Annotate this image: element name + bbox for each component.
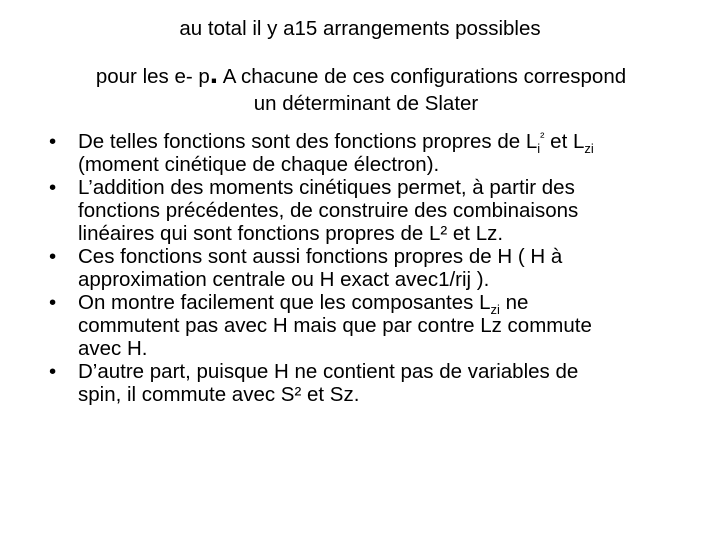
bullet-item-4	[0, 291, 700, 360]
bullet-item-2	[0, 176, 700, 245]
bullet-item-1	[0, 130, 700, 176]
bullet-4-line-1	[78, 291, 700, 317]
superscript-2: ²	[540, 129, 545, 144]
bullet-item-5	[0, 360, 700, 406]
intro-paragraph	[0, 57, 720, 117]
bullet-3-line-2: approximation centrale ou H exact avec1/rij ).	[78, 268, 490, 291]
subscript-zi: zi	[490, 302, 500, 317]
bullet-4-line-3: avec H.	[78, 337, 148, 360]
bullet-2-line-2: fonctions précédentes, de construire des combinaisons	[78, 199, 579, 222]
bullet-5-line-1: D’autre part, puisque H ne contient pas de variables de	[78, 360, 579, 383]
intro-rest: A chacune de ces configurations correspond	[218, 65, 627, 88]
bullet-4-text-b: ne	[499, 291, 529, 314]
bullet-2-line-1: L’addition des moments cinétiques permet, à partir des	[78, 176, 575, 199]
bullet-4-line-2: commutent pas avec H mais que par contre Lz commute	[78, 314, 592, 337]
intro-line-1	[0, 57, 720, 90]
bullet-2-line-3: linéaires qui sont fonctions propres de L² et Lz.	[78, 222, 504, 245]
subscript-i: i	[537, 141, 541, 156]
bullet-1-text-b: et L	[544, 130, 585, 153]
bullet-marker: •	[49, 176, 57, 199]
bullet-item-3	[0, 245, 700, 291]
bullet-1-line-2: (moment cinétique de chaque électron).	[78, 153, 440, 176]
bullet-1-text-a: De telles fonctions sont des fonctions propres de L	[78, 130, 538, 153]
bullet-marker: •	[49, 245, 57, 268]
bullet-marker: •	[49, 291, 57, 314]
intro-dot: .	[209, 57, 219, 90]
intro-line-2: un déterminant de Slater	[253, 92, 479, 115]
bullet-3-line-1: Ces fonctions sont aussi fonctions propres de H ( H à	[78, 245, 563, 268]
bullet-4-text-a: On montre facilement que les composantes L	[78, 291, 491, 314]
bullet-1-line-1	[78, 129, 700, 156]
slide-title: au total il y a15 arrangements possibles	[179, 17, 541, 40]
intro-prefix: pour les e- p	[95, 65, 210, 88]
bullet-list	[0, 130, 700, 406]
subscript-zi: zi	[584, 141, 594, 156]
bullet-marker: •	[49, 360, 57, 383]
bullet-5-line-2: spin, il commute avec S² et Sz.	[78, 383, 360, 406]
bullet-marker: •	[49, 130, 57, 153]
